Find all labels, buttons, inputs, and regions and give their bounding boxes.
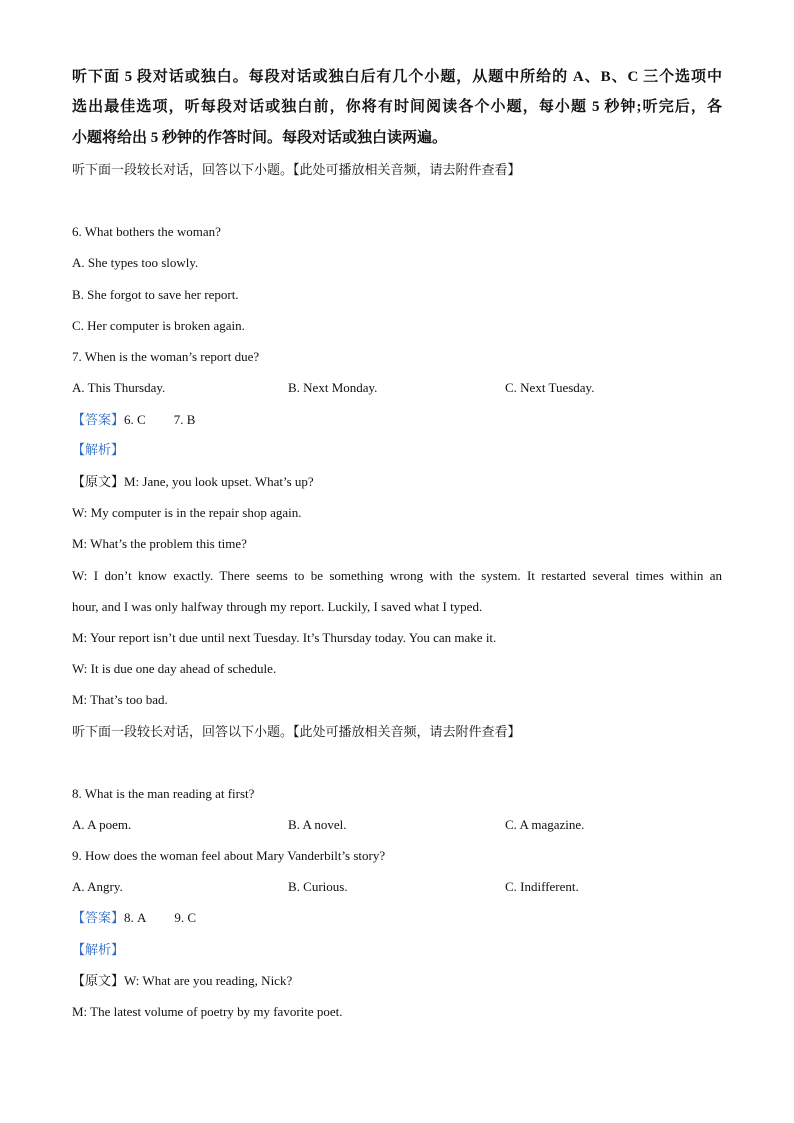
- question-6-option-b: B. She forgot to save her report.: [72, 287, 239, 302]
- question-9-option-b: B. Curious.: [288, 879, 348, 894]
- question-8-options: [72, 815, 722, 835]
- question-7-options: [72, 378, 722, 398]
- question-6-stem: 6. What bothers the woman?: [72, 224, 221, 239]
- section-2-transcript-line: [72, 971, 292, 991]
- transcript-text: W: What are you reading, Nick?: [124, 973, 293, 988]
- question-7-option-a: A. This Thursday.: [72, 380, 166, 395]
- question-8-stem: 8. What is the man reading at first?: [72, 786, 255, 801]
- transcript-label: 【原文】: [72, 474, 125, 489]
- section-1-answer: [72, 410, 195, 430]
- question-6-option-a: A. She types too slowly.: [72, 255, 199, 270]
- section-2-answer: [72, 908, 196, 928]
- section-1-transcript-line: W: My computer is in the repair shop again.: [72, 505, 302, 520]
- answer-item: 7. B: [173, 412, 196, 427]
- answer-label: 【答案】: [72, 910, 125, 925]
- question-7-option-b: B. Next Monday.: [288, 380, 378, 395]
- question-7-option-c: C. Next Tuesday.: [505, 380, 595, 395]
- instructions-line-1: 听下面 5 段对话或独白。每段对话或独白后有几个小题，从题中所给的 A、B、C 三个选项中: [72, 69, 722, 85]
- question-8-option-c: C. A magazine.: [505, 817, 585, 832]
- answer-item: 6. C: [124, 412, 146, 427]
- question-8-option-a: A. A poem.: [72, 817, 132, 832]
- section-1-analysis-label: 【解析】: [72, 442, 125, 457]
- transcript-text: M: Jane, you look upset. What’s up?: [124, 474, 314, 489]
- question-9-option-c: C. Indifferent.: [505, 879, 579, 894]
- section-2-transcript-line: M: The latest volume of poetry by my favorite poet.: [72, 1004, 343, 1019]
- section-1-transcript-line: M: That’s too bad.: [72, 692, 168, 707]
- section-2-analysis-label: 【解析】: [72, 942, 125, 957]
- question-7-stem: 7. When is the woman’s report due?: [72, 349, 260, 364]
- question-9-option-a: A. Angry.: [72, 879, 123, 894]
- section-1-transcript-line: hour, and I was only halfway through my report. Luckily, I saved what I typed.: [72, 599, 483, 614]
- instructions-line-2: 选出最佳选项，听每段对话或独白前，你将有时间阅读各个小题，每小题 5 秒钟;听完后，各: [72, 99, 722, 115]
- section-2-intro: 听下面一段较长对话，回答以下小题。【此处可播放相关音频，请去附件查看】: [72, 724, 521, 739]
- answer-item: 8. A: [124, 910, 147, 925]
- section-1-transcript-line: M: Your report isn’t due until next Tuesday. It’s Thursday today. You can make it.: [72, 630, 497, 645]
- section-1-transcript-line: W: It is due one day ahead of schedule.: [72, 661, 277, 676]
- instructions-line-3: 小题将给出 5 秒钟的作答时间。每段对话或独白读两遍。: [72, 130, 448, 146]
- question-6-option-c: C. Her computer is broken again.: [72, 318, 245, 333]
- section-1-transcript-line: W: I don’t know exactly. There seems to be something wrong with the system. It restarted several times within an: [72, 568, 722, 583]
- question-9-options: [72, 877, 722, 897]
- transcript-label: 【原文】: [72, 973, 125, 988]
- answer-label: 【答案】: [72, 412, 125, 427]
- question-9-stem: 9. How does the woman feel about Mary Vanderbilt’s story?: [72, 848, 386, 863]
- answer-item: 9. C: [174, 910, 197, 925]
- section-1-intro: 听下面一段较长对话，回答以下小题。【此处可播放相关音频，请去附件查看】: [72, 162, 521, 177]
- question-8-option-b: B. A novel.: [288, 817, 347, 832]
- section-1-transcript-line: [72, 472, 314, 492]
- section-1-transcript-line: M: What’s the problem this time?: [72, 536, 247, 551]
